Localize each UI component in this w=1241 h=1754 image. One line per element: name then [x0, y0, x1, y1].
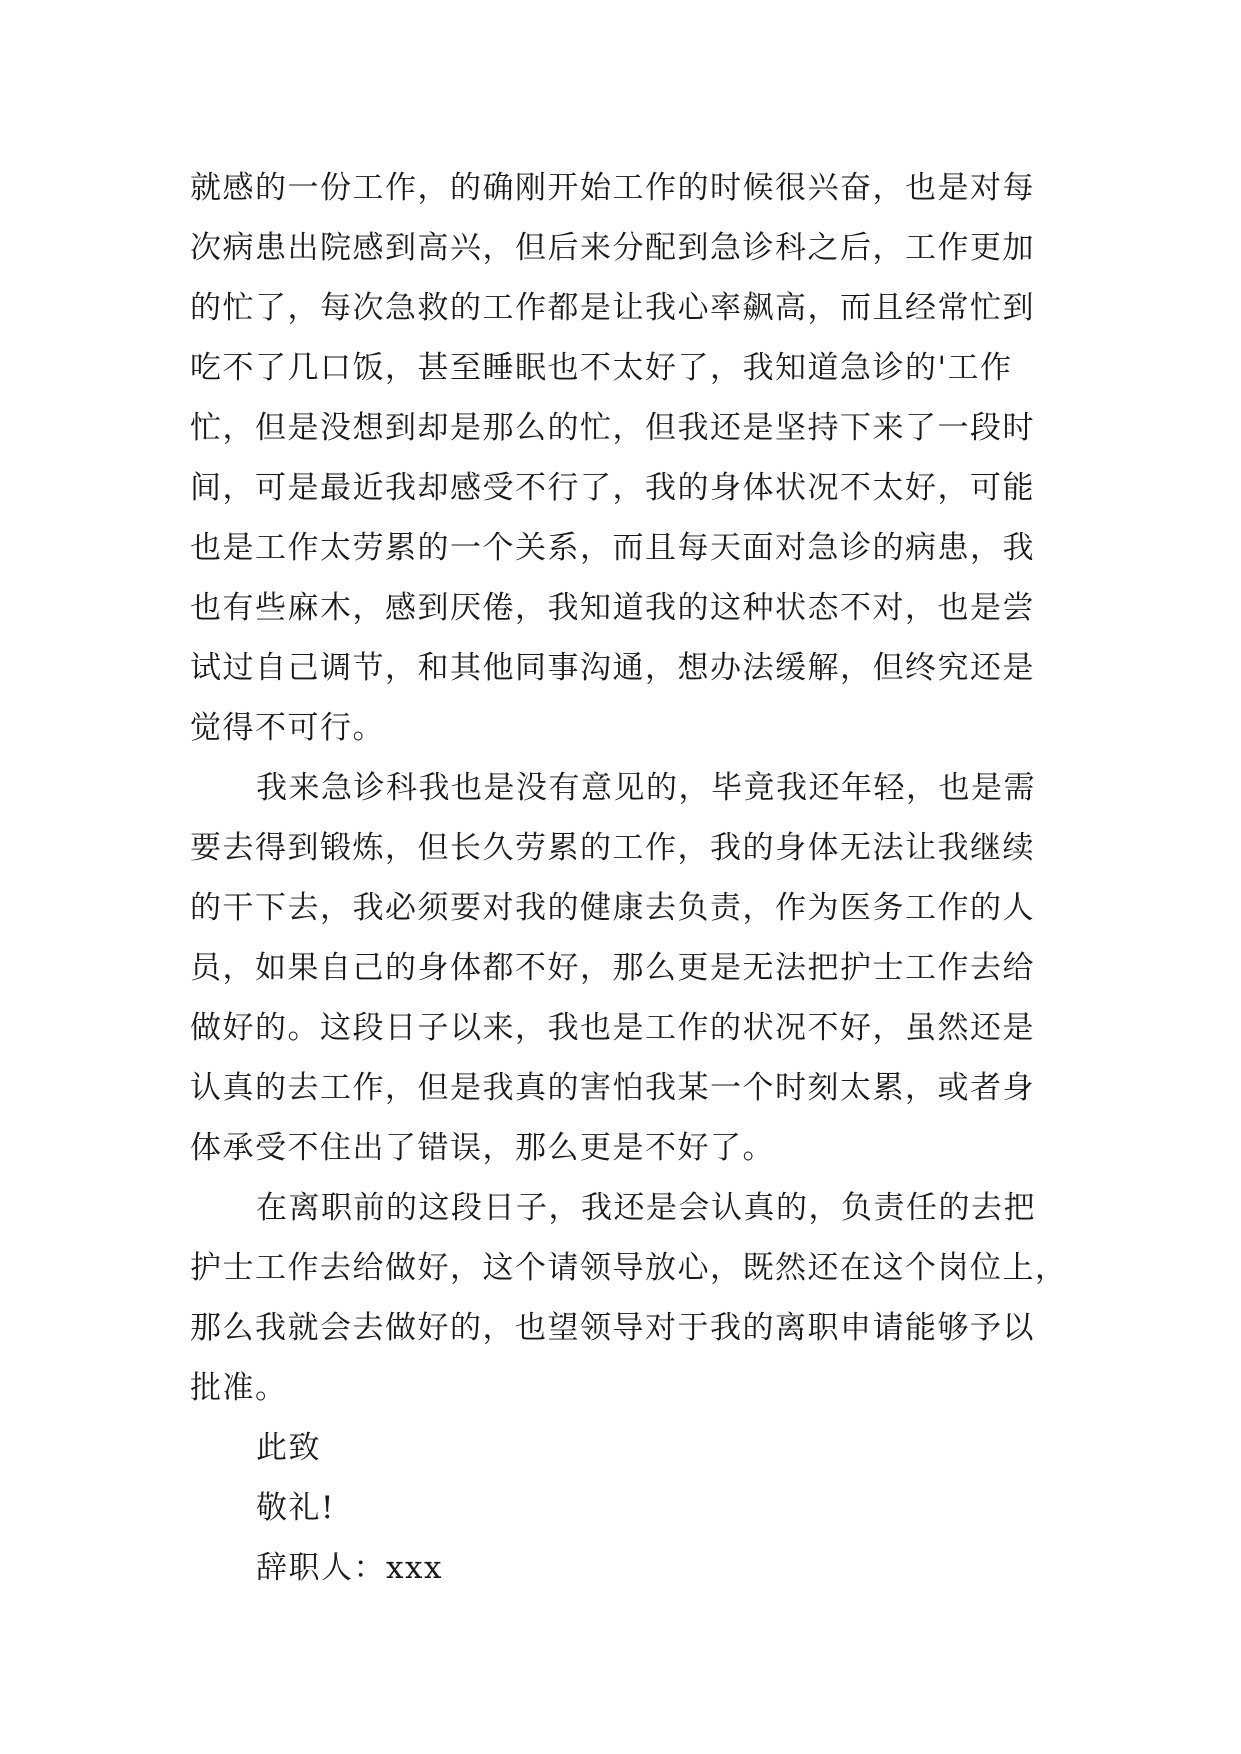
paragraph-line: 在离职前的这段日子，我还是会认真的，负责任的去把: [256, 1190, 1036, 1226]
paragraph-line: 做好的。这段日子以来，我也是工作的状况不好，虽然还是: [190, 1010, 1035, 1046]
paragraph-line: 觉得不可行。: [190, 710, 385, 746]
paragraph-line: 要去得到锻炼，但长久劳累的工作，我的身体无法让我继续: [190, 830, 1035, 866]
paragraph-line: 批准。: [190, 1370, 288, 1406]
paragraph-line: 那么我就会去做好的，也望领导对于我的离职申请能够予以: [190, 1310, 1035, 1346]
paragraph-line: 护士工作去给做好，这个请领导放心，既然还在这个岗位上，: [190, 1250, 1068, 1286]
paragraph-line: 员，如果自己的身体都不好，那么更是无法把护士工作去给: [190, 950, 1035, 986]
paragraph-line: 就感的一份工作，的确刚开始工作的时候很兴奋，也是对每: [190, 170, 1035, 206]
letter-body: [190, 158, 1068, 1598]
paragraph-line: 的干下去，我必须要对我的健康去负责，作为医务工作的人: [190, 890, 1035, 926]
paragraph-line: 认真的去工作，但是我真的害怕我某一个时刻太累，或者身: [190, 1070, 1035, 1106]
paragraph-line: 试过自己调节，和其他同事沟通，想办法缓解，但终究还是: [190, 650, 1035, 686]
paragraph-line: 间，可是最近我却感受不行了，我的身体状况不太好，可能: [190, 470, 1035, 506]
paragraph-line: 次病患出院感到高兴，但后来分配到急诊科之后，工作更加: [190, 230, 1035, 266]
paragraph-line: 我来急诊科我也是没有意见的，毕竟我还年轻，也是需: [256, 770, 1036, 806]
signature-line: 辞职人：xxx: [256, 1550, 443, 1586]
paragraph-line: 也有些麻木，感到厌倦，我知道我的这种状态不对，也是尝: [190, 590, 1035, 626]
paragraph-line: 忙，但是没想到却是那么的忙，但我还是坚持下来了一段时: [190, 410, 1035, 446]
paragraph-line: 体承受不住出了错误，那么更是不好了。: [190, 1130, 775, 1166]
paragraph-line: 的忙了，每次急救的工作都是让我心率飙高，而且经常忙到: [190, 290, 1035, 326]
closing-regards: 敬礼!: [256, 1490, 335, 1526]
paragraph-line: 也是工作太劳累的一个关系，而且每天面对急诊的病患，我: [190, 530, 1035, 566]
paragraph-line: 吃不了几口饭，甚至睡眠也不太好了，我知道急诊的'工作: [190, 350, 1013, 386]
closing-salutation: 此致: [256, 1430, 321, 1466]
